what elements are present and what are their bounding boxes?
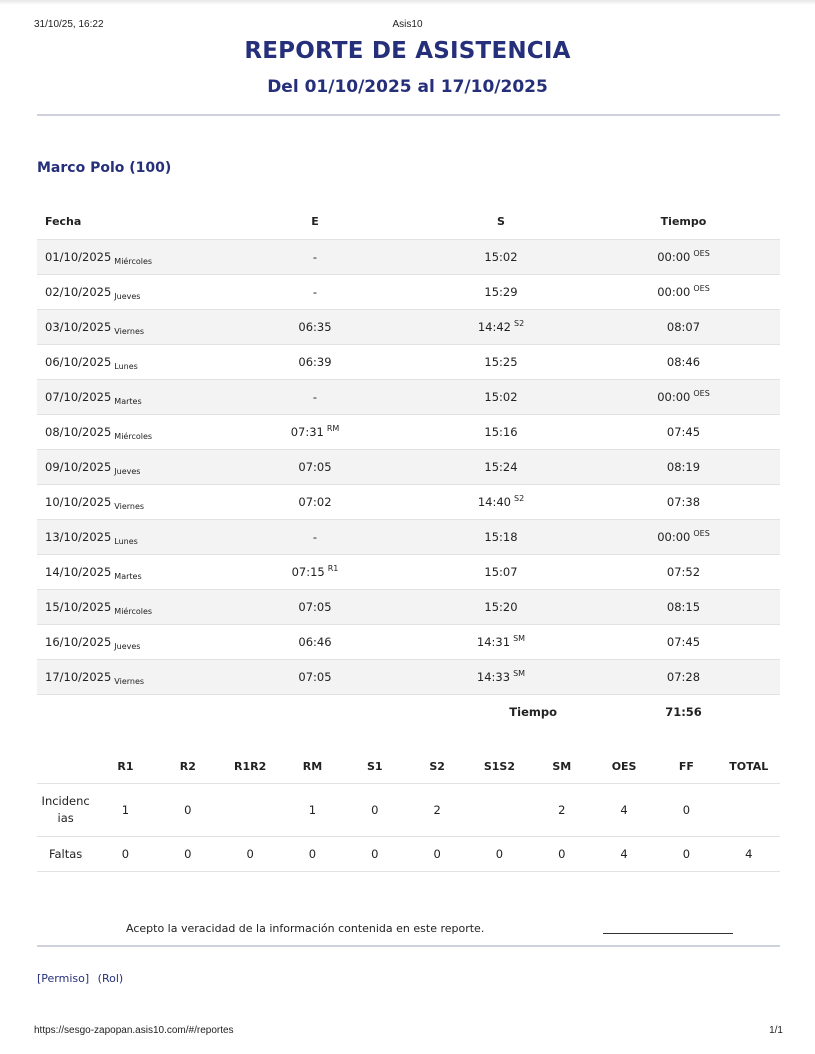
incidence-value-sm: 0 xyxy=(531,837,593,872)
entry-time: 07:31 xyxy=(290,425,324,439)
entry-cell xyxy=(215,625,415,660)
entry-cell xyxy=(215,590,415,625)
date-cell xyxy=(37,590,215,625)
time-cell xyxy=(587,240,780,275)
worked-time: 00:00 xyxy=(657,250,691,264)
attendance-row xyxy=(37,450,780,485)
attendance-row xyxy=(37,660,780,695)
attendance-table xyxy=(37,204,780,729)
incidence-row-label xyxy=(37,837,94,872)
row-label-text xyxy=(41,846,91,863)
weekday-label: Viernes xyxy=(114,502,145,511)
date-value: 06/10/2025 xyxy=(45,355,112,369)
exit-cell xyxy=(415,555,587,590)
entry-time: 06:39 xyxy=(298,355,332,369)
attendance-header-row xyxy=(37,204,780,240)
incidences-table xyxy=(37,749,780,872)
worked-time: 08:07 xyxy=(666,320,701,334)
date-value: 17/10/2025 xyxy=(45,670,112,684)
entry-time: 07:15 xyxy=(291,565,325,579)
date-cell xyxy=(37,345,215,380)
date-value: 03/10/2025 xyxy=(45,320,112,334)
incidence-row-faltas xyxy=(37,837,780,872)
date-value: 16/10/2025 xyxy=(45,635,112,649)
worked-time: 07:45 xyxy=(666,425,701,439)
weekday-label: Viernes xyxy=(114,677,145,686)
exit-time: 15:07 xyxy=(484,565,518,579)
exit-time: 14:31 xyxy=(476,635,511,649)
incidence-value-rm: 0 xyxy=(281,837,343,872)
entry-incidence-code: R1 xyxy=(327,564,339,573)
worked-time: 00:00 xyxy=(657,530,691,544)
time-incidence-code: OES xyxy=(693,249,710,258)
incidence-value-s1s2 xyxy=(468,784,530,837)
date-cell xyxy=(37,450,215,485)
worked-time: 07:52 xyxy=(666,565,701,579)
exit-time: 14:33 xyxy=(476,670,511,684)
date-cell xyxy=(37,240,215,275)
attendance-row xyxy=(37,240,780,275)
attendance-row xyxy=(37,625,780,660)
time-cell xyxy=(587,415,780,450)
incidence-value-s2: 2 xyxy=(406,784,468,837)
date-value: 10/10/2025 xyxy=(45,495,112,509)
date-cell xyxy=(37,520,215,555)
time-cell xyxy=(587,520,780,555)
exit-cell xyxy=(415,625,587,660)
exit-incidence-code: S2 xyxy=(513,494,525,503)
exit-time: 15:25 xyxy=(484,355,518,369)
time-cell xyxy=(587,380,780,415)
row-label-line: Incidenc xyxy=(41,794,90,808)
title-divider xyxy=(37,114,780,116)
exit-time: 15:16 xyxy=(484,425,518,439)
incidence-row-label xyxy=(37,784,94,837)
incidence-value-rm: 1 xyxy=(281,784,343,837)
signature-line xyxy=(603,933,733,934)
incidence-value-total xyxy=(718,784,780,837)
time-incidence-code: OES xyxy=(693,529,710,538)
worked-time: 08:19 xyxy=(666,460,701,474)
entry-cell xyxy=(215,275,415,310)
date-value: 15/10/2025 xyxy=(45,600,112,614)
print-url: https://sesgo-zapopan.asis10.com/#/reportes xyxy=(34,1025,234,1036)
date-value: 02/10/2025 xyxy=(45,285,112,299)
weekday-label: Jueves xyxy=(114,292,141,301)
incidence-value-sm: 2 xyxy=(531,784,593,837)
exit-cell xyxy=(415,380,587,415)
time-cell xyxy=(587,275,780,310)
header-salida: S xyxy=(497,215,505,228)
entry-cell xyxy=(215,485,415,520)
exit-cell xyxy=(415,240,587,275)
exit-time: 15:29 xyxy=(484,285,518,299)
date-cell xyxy=(37,310,215,345)
exit-cell xyxy=(415,590,587,625)
incidence-value-s1: 0 xyxy=(344,784,406,837)
weekday-label: Lunes xyxy=(114,362,138,371)
weekday-label: Miércoles xyxy=(114,257,153,266)
entry-incidence-code: RM xyxy=(326,424,340,433)
exit-cell xyxy=(415,415,587,450)
header-entrada: E xyxy=(311,215,319,228)
incidence-header-s2: S2 xyxy=(406,749,468,784)
report-title: REPORTE DE ASISTENCIA xyxy=(244,38,571,64)
header-fecha: Fecha xyxy=(45,215,82,228)
entry-time: 07:05 xyxy=(298,670,332,684)
time-cell xyxy=(587,555,780,590)
weekday-label: Lunes xyxy=(114,537,138,546)
incidence-header-s1: S1 xyxy=(344,749,406,784)
exit-time: 15:18 xyxy=(484,530,518,544)
worked-time: 00:00 xyxy=(657,285,691,299)
entry-cell xyxy=(215,555,415,590)
entry-time: 07:05 xyxy=(298,460,332,474)
incidence-value-r2: 0 xyxy=(157,784,219,837)
date-cell xyxy=(37,555,215,590)
incidence-header-blank xyxy=(37,749,94,784)
incidence-header-sm: SM xyxy=(531,749,593,784)
incidences-header-row xyxy=(37,749,780,784)
incidence-value-ff: 0 xyxy=(655,837,717,872)
exit-incidence-code: S2 xyxy=(513,319,525,328)
incidence-value-oes: 4 xyxy=(593,784,655,837)
time-cell xyxy=(587,450,780,485)
date-cell xyxy=(37,275,215,310)
time-cell xyxy=(587,625,780,660)
total-time-row xyxy=(37,695,780,730)
entry-time: - xyxy=(312,390,318,404)
date-cell xyxy=(37,485,215,520)
incidence-value-r1: 0 xyxy=(94,837,156,872)
exit-cell xyxy=(415,345,587,380)
weekday-label: Viernes xyxy=(114,327,145,336)
exit-cell xyxy=(415,485,587,520)
incidence-value-r2: 0 xyxy=(157,837,219,872)
exit-cell xyxy=(415,660,587,695)
weekday-label: Miércoles xyxy=(114,607,153,616)
date-value: 13/10/2025 xyxy=(45,530,112,544)
date-value: 09/10/2025 xyxy=(45,460,112,474)
time-cell xyxy=(587,310,780,345)
entry-cell xyxy=(215,450,415,485)
incidence-value-r1r2 xyxy=(219,784,281,837)
attendance-row xyxy=(37,345,780,380)
time-cell xyxy=(587,590,780,625)
exit-cell xyxy=(415,275,587,310)
footer-divider xyxy=(37,945,780,947)
date-cell xyxy=(37,415,215,450)
weekday-label: Martes xyxy=(114,572,142,581)
attendance-row xyxy=(37,415,780,450)
entry-time: 07:02 xyxy=(298,495,332,509)
weekday-label: Martes xyxy=(114,397,142,406)
incidence-header-rm: RM xyxy=(281,749,343,784)
print-datetime: 31/10/25, 16:22 xyxy=(34,19,104,30)
print-page-title: Asis10 xyxy=(392,19,423,30)
incidence-header-r1r2: R1R2 xyxy=(219,749,281,784)
print-page-number: 1/1 xyxy=(769,1025,783,1036)
incidence-header-r1: R1 xyxy=(94,749,156,784)
worked-time: 08:15 xyxy=(666,600,701,614)
incidence-value-ff: 0 xyxy=(655,784,717,837)
exit-incidence-code: SM xyxy=(513,634,526,643)
exit-cell xyxy=(415,310,587,345)
incidence-value-oes: 4 xyxy=(593,837,655,872)
incidence-value-r1r2: 0 xyxy=(219,837,281,872)
entry-cell xyxy=(215,310,415,345)
exit-incidence-code: SM xyxy=(513,669,526,678)
incidence-header-oes: OES xyxy=(593,749,655,784)
incidence-header-s1s2: S1S2 xyxy=(468,749,530,784)
report-date-range: Del 01/10/2025 al 17/10/2025 xyxy=(267,77,548,97)
entry-cell xyxy=(215,415,415,450)
entry-time: 06:46 xyxy=(298,635,332,649)
exit-time: 15:02 xyxy=(484,390,518,404)
attendance-row xyxy=(37,275,780,310)
total-time-value: 71:56 xyxy=(587,695,780,730)
time-incidence-code: OES xyxy=(693,284,710,293)
incidence-row-incidencias xyxy=(37,784,780,837)
time-cell xyxy=(587,485,780,520)
date-value: 14/10/2025 xyxy=(45,565,112,579)
time-cell xyxy=(587,660,780,695)
attendance-row xyxy=(37,310,780,345)
incidence-header-ff: FF xyxy=(655,749,717,784)
entry-cell xyxy=(215,345,415,380)
exit-time: 15:24 xyxy=(484,460,518,474)
worked-time: 00:00 xyxy=(657,390,691,404)
entry-time: - xyxy=(312,285,318,299)
incidence-value-s1s2: 0 xyxy=(468,837,530,872)
time-incidence-code: OES xyxy=(693,389,710,398)
acceptance-statement: Acepto la veracidad de la información contenida en este reporte. xyxy=(126,922,485,935)
weekday-label: Jueves xyxy=(114,467,141,476)
weekday-label: Jueves xyxy=(114,642,141,651)
date-value: 01/10/2025 xyxy=(45,250,112,264)
exit-time: 14:40 xyxy=(477,495,511,509)
incidence-header-total: TOTAL xyxy=(718,749,780,784)
browser-top-edge xyxy=(0,0,815,5)
attendance-row xyxy=(37,590,780,625)
date-value: 08/10/2025 xyxy=(45,425,112,439)
worked-time: 07:28 xyxy=(666,670,701,684)
worked-time: 07:38 xyxy=(666,495,701,509)
entry-cell xyxy=(215,520,415,555)
attendance-row xyxy=(37,520,780,555)
attendance-row xyxy=(37,380,780,415)
weekday-label: Miércoles xyxy=(114,432,153,441)
time-cell xyxy=(587,345,780,380)
worked-time: 07:45 xyxy=(666,635,701,649)
entry-time: 07:05 xyxy=(298,600,332,614)
entry-time: - xyxy=(312,250,318,264)
exit-time: 14:42 xyxy=(477,320,511,334)
report-links xyxy=(37,972,128,985)
employee-name: Marco Polo (100) xyxy=(37,160,172,176)
permiso-link[interactable]: [Permiso] xyxy=(37,972,90,985)
header-tiempo: Tiempo xyxy=(660,215,707,228)
entry-cell xyxy=(215,240,415,275)
exit-cell xyxy=(415,450,587,485)
attendance-row xyxy=(37,485,780,520)
worked-time: 08:46 xyxy=(666,355,701,369)
date-value: 07/10/2025 xyxy=(45,390,112,404)
incidence-value-total: 4 xyxy=(718,837,780,872)
row-label-line: ias xyxy=(57,811,74,825)
attendance-row xyxy=(37,555,780,590)
entry-cell xyxy=(215,660,415,695)
entry-time: - xyxy=(312,530,318,544)
date-cell xyxy=(37,660,215,695)
entry-cell xyxy=(215,380,415,415)
row-label-line: Faltas xyxy=(48,846,83,861)
incidence-value-s1: 0 xyxy=(344,837,406,872)
incidence-value-s2: 0 xyxy=(406,837,468,872)
entry-time: 06:35 xyxy=(298,320,332,334)
exit-cell xyxy=(415,520,587,555)
incidence-header-r2: R2 xyxy=(157,749,219,784)
exit-time: 15:02 xyxy=(484,250,518,264)
incidence-value-r1: 1 xyxy=(94,784,156,837)
date-cell xyxy=(37,380,215,415)
rol-link[interactable]: (Rol) xyxy=(97,972,124,985)
date-cell xyxy=(37,625,215,660)
total-time-label: Tiempo xyxy=(415,695,587,730)
row-label-text xyxy=(41,793,91,827)
exit-time: 15:20 xyxy=(484,600,518,614)
